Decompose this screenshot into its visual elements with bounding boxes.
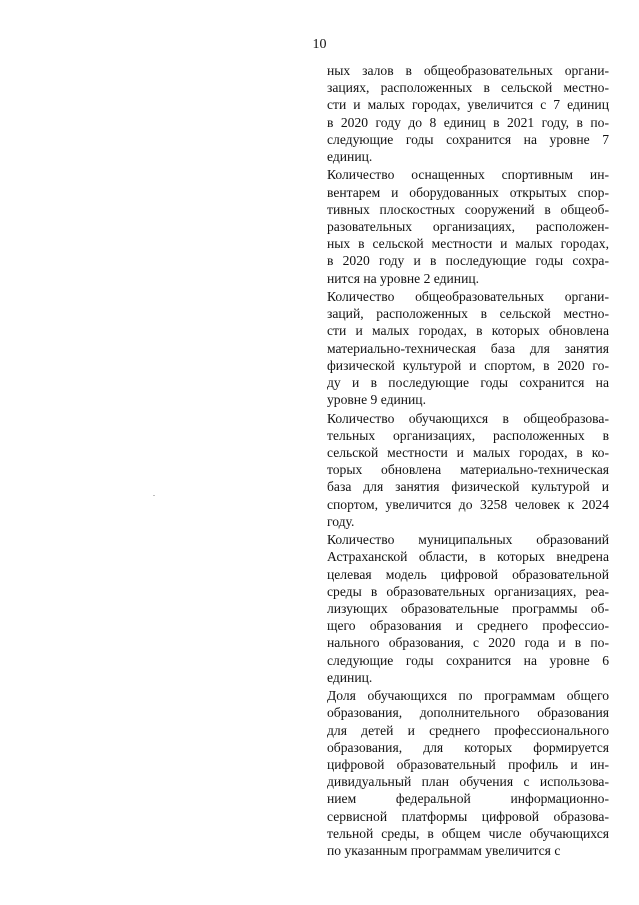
- text-line: по указанным программам увеличится с: [327, 842, 561, 858]
- text-line: тивных плоскостных сооружений в общеоб-: [327, 201, 609, 217]
- text-line: следующие годы сохранится на уровне 6: [327, 652, 609, 668]
- paragraph: [327, 62, 609, 165]
- text-line: щего образования и среднего профессио-: [327, 618, 609, 634]
- text-line: заций, расположенных в сельской местно-: [327, 306, 609, 322]
- text-line: году.: [327, 513, 355, 529]
- text-line: вентарем и оборудованных открытых спор-: [327, 184, 609, 200]
- text-line: сти и малых городах, в которых обновлена: [327, 323, 609, 339]
- text-line: среды в образовательных организациях, реа-: [327, 583, 609, 599]
- text-line: Количество общеобразовательных органи-: [327, 289, 609, 305]
- text-line: сервисной платформы цифровой образова-: [327, 808, 609, 824]
- page-number: 10: [312, 37, 327, 52]
- text-line: нится на уровне 2 единиц.: [327, 270, 480, 286]
- text-line: уровне 9 единиц.: [327, 392, 426, 408]
- text-line: зациях, расположенных в сельской местно-: [327, 80, 609, 96]
- text-line: ду и в последующие годы сохранится на: [327, 374, 609, 390]
- paragraph: [327, 288, 609, 408]
- text-line: в 2020 году до 8 единиц в 2021 году, в по-: [327, 114, 609, 130]
- text-line: торых обновлена материально-техническая: [327, 462, 609, 478]
- text-line: сельской местности и малых городах, в ко-: [327, 445, 609, 461]
- text-line: цифровой образовательный профиль и ин-: [327, 756, 609, 772]
- scan-artifact: [153, 495, 155, 496]
- paragraph: [327, 687, 609, 859]
- text-line: сти и малых городах, увеличится с 7 единиц: [327, 97, 609, 113]
- text-line: единиц.: [327, 669, 373, 685]
- text-line: тельных организациях, расположенных в: [327, 427, 609, 443]
- text-line: дивидуальный план обучения с использова-: [327, 774, 609, 790]
- text-line: Астраханской области, в которых внедрена: [327, 549, 609, 565]
- text-line: целевая модель цифровой образовательной: [327, 566, 609, 582]
- text-line: тельной среды, в общем числе обучающихся: [327, 825, 609, 841]
- text-line: база для занятия физической культурой и: [327, 479, 609, 495]
- text-line: спортом, увеличится до 3258 человек к 2024: [327, 496, 609, 512]
- text-column: [327, 62, 609, 859]
- text-line: образования, дополнительного образования: [327, 705, 609, 721]
- text-line: ных залов в общеобразовательных органи-: [327, 63, 609, 78]
- paragraph: [327, 410, 609, 530]
- text-line: для детей и среднего профессионального: [327, 722, 609, 738]
- text-line: следующие годы сохранится на уровне 7: [327, 131, 609, 147]
- text-line: нием федеральной информационно-: [327, 791, 609, 807]
- text-line: физической культурой и спортом, в 2020 го-: [327, 357, 609, 373]
- text-line: материально-техническая база для занятия: [327, 340, 609, 356]
- text-line: лизующих образовательные программы об-: [327, 601, 609, 616]
- text-line: нального образования, с 2020 года и в по-: [327, 635, 609, 651]
- text-line: Количество обучающихся в общеобразова-: [327, 410, 609, 426]
- text-line: Количество оснащенных спортивным ин-: [327, 167, 609, 183]
- text-line: Доля обучающихся по программам общего: [327, 688, 609, 704]
- paragraph: [327, 166, 609, 286]
- text-line: в 2020 году и в последующие годы сохра-: [327, 253, 609, 269]
- paragraph: [327, 531, 609, 686]
- text-line: Количество муниципальных образований: [327, 532, 609, 548]
- text-line: единиц.: [327, 148, 373, 164]
- text-line: разовательных организациях, расположен-: [327, 218, 609, 234]
- text-line: ных в сельской местности и малых городах,: [327, 236, 609, 252]
- text-line: образования, для которых формируется: [327, 739, 609, 755]
